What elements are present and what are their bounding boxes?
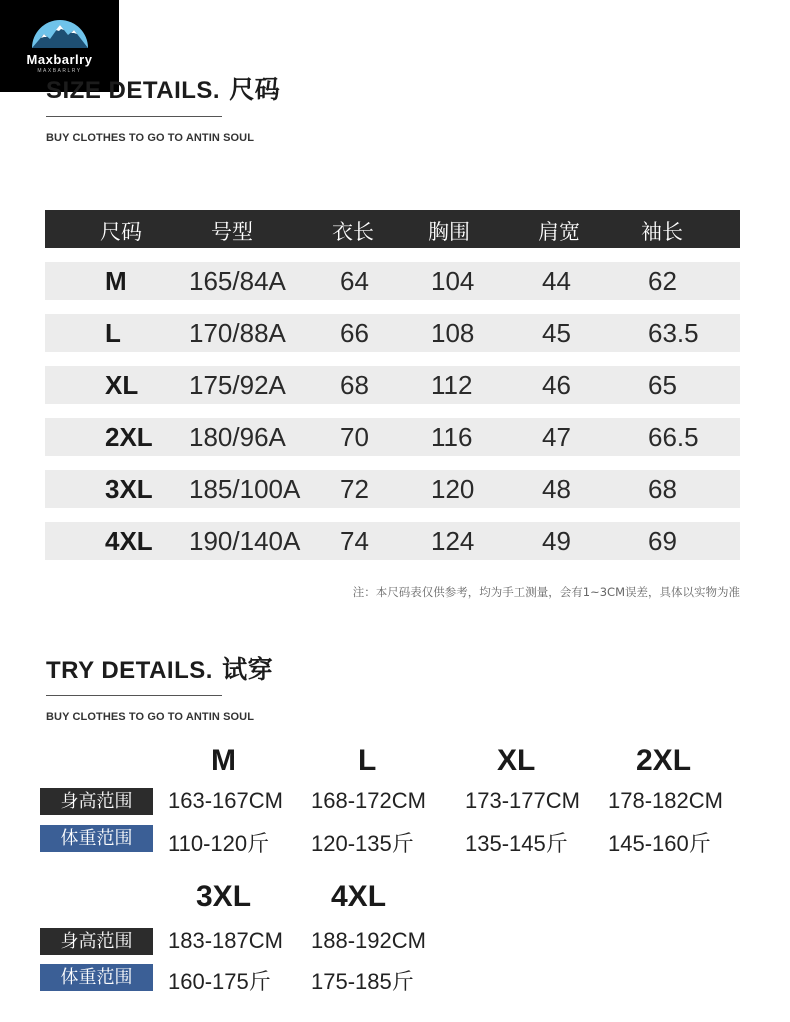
header-model: 号型 — [211, 220, 253, 244]
header-length: 衣长 — [332, 220, 374, 244]
height-range-label: 身高范围 — [40, 788, 153, 815]
cell-length: 64 — [340, 266, 369, 296]
cell-size: 2XL — [105, 422, 153, 452]
weight-value: 145-160斤 — [608, 831, 711, 856]
table-row — [45, 366, 740, 404]
try-size-4xl: 4XL — [331, 880, 387, 913]
cell-model: 185/100A — [189, 474, 301, 504]
height-value: 188-192CM — [311, 928, 426, 953]
cell-length: 74 — [340, 526, 369, 556]
cell-sleeve: 62 — [648, 266, 677, 296]
cell-sleeve: 69 — [648, 526, 677, 556]
height-value: 173-177CM — [465, 788, 580, 813]
weight-value: 160-175斤 — [168, 969, 271, 994]
height-range-label: 身高范围 — [40, 928, 153, 955]
table-row — [45, 262, 740, 300]
cell-model: 190/140A — [189, 526, 301, 556]
height-value: 168-172CM — [311, 788, 426, 813]
cell-size: M — [105, 266, 127, 296]
header-sleeve: 袖长 — [641, 220, 683, 244]
measurement-note: 注：本尺码表仅供参考，均为手工测量，会有1~3CM误差，具体以实物为准 — [352, 585, 740, 599]
try-size-m: M — [211, 744, 236, 777]
cell-model: 165/84A — [189, 266, 286, 296]
table-row — [45, 470, 740, 508]
try-details-title — [46, 650, 273, 686]
cell-sleeve: 65 — [648, 370, 677, 400]
size-details-title — [46, 70, 280, 106]
weight-value: 120-135斤 — [311, 831, 414, 856]
cell-model: 170/88A — [189, 318, 286, 348]
table-row — [45, 418, 740, 456]
weight-range-label: 体重范围 — [40, 964, 153, 991]
cell-size: XL — [105, 370, 139, 400]
cell-size: 3XL — [105, 474, 153, 504]
cell-sleeve: 68 — [648, 474, 677, 504]
weight-value: 135-145斤 — [465, 831, 568, 856]
weight-range-label: 体重范围 — [40, 825, 153, 852]
size-table — [45, 210, 740, 556]
mountain-logo-icon — [30, 14, 90, 50]
size-details-title-cn: 尺码 — [229, 75, 281, 104]
cell-shoulder: 46 — [542, 370, 571, 400]
table-row — [45, 314, 740, 352]
weight-value: 175-185斤 — [311, 969, 414, 994]
cell-length: 68 — [340, 370, 369, 400]
cell-shoulder: 47 — [542, 422, 571, 452]
cell-length: 72 — [340, 474, 369, 504]
try-details-subtitle: BUY CLOTHES TO GO TO ANTIN SOUL — [46, 711, 255, 723]
cell-shoulder: 45 — [542, 318, 571, 348]
cell-length: 66 — [340, 318, 369, 348]
cell-size: L — [105, 318, 121, 348]
cell-model: 180/96A — [189, 422, 286, 452]
cell-shoulder: 44 — [542, 266, 571, 296]
weight-value: 110-120斤 — [168, 831, 270, 856]
cell-model: 175/92A — [189, 370, 286, 400]
size-details-divider — [46, 116, 222, 117]
height-value: 178-182CM — [608, 788, 723, 813]
height-value: 163-167CM — [168, 788, 283, 813]
cell-chest: 124 — [431, 526, 475, 556]
height-value: 183-187CM — [168, 928, 283, 953]
try-size-2xl: 2XL — [636, 744, 692, 777]
cell-shoulder: 48 — [542, 474, 571, 504]
header-chest: 胸围 — [428, 220, 470, 244]
try-details-title-en: TRY DETAILS. — [46, 657, 213, 684]
size-details-subtitle: BUY CLOTHES TO GO TO ANTIN SOUL — [46, 132, 255, 144]
header-size: 尺码 — [100, 220, 142, 244]
cell-length: 70 — [340, 422, 369, 452]
logo-subtext: MAXBARLRY — [37, 68, 82, 74]
logo-wordmark: Maxbarlry — [26, 52, 93, 67]
try-size-xl: XL — [497, 744, 536, 777]
try-size-3xl: 3XL — [196, 880, 252, 913]
cell-chest: 116 — [431, 422, 473, 452]
try-size-l: L — [358, 744, 377, 777]
cell-chest: 104 — [431, 266, 475, 296]
header-shoulder: 肩宽 — [538, 220, 580, 244]
table-row — [45, 522, 740, 560]
cell-chest: 120 — [431, 474, 475, 504]
cell-sleeve: 66.5 — [648, 422, 699, 452]
size-details-title-en: SIZE DETAILS. — [46, 77, 221, 104]
cell-sleeve: 63.5 — [648, 318, 699, 348]
size-table-header — [45, 210, 740, 248]
try-details-title-cn: 试穿 — [222, 655, 274, 684]
cell-chest: 112 — [431, 370, 473, 400]
cell-shoulder: 49 — [542, 526, 571, 556]
cell-size: 4XL — [105, 526, 153, 556]
try-details-divider — [46, 695, 222, 696]
cell-chest: 108 — [431, 318, 475, 348]
